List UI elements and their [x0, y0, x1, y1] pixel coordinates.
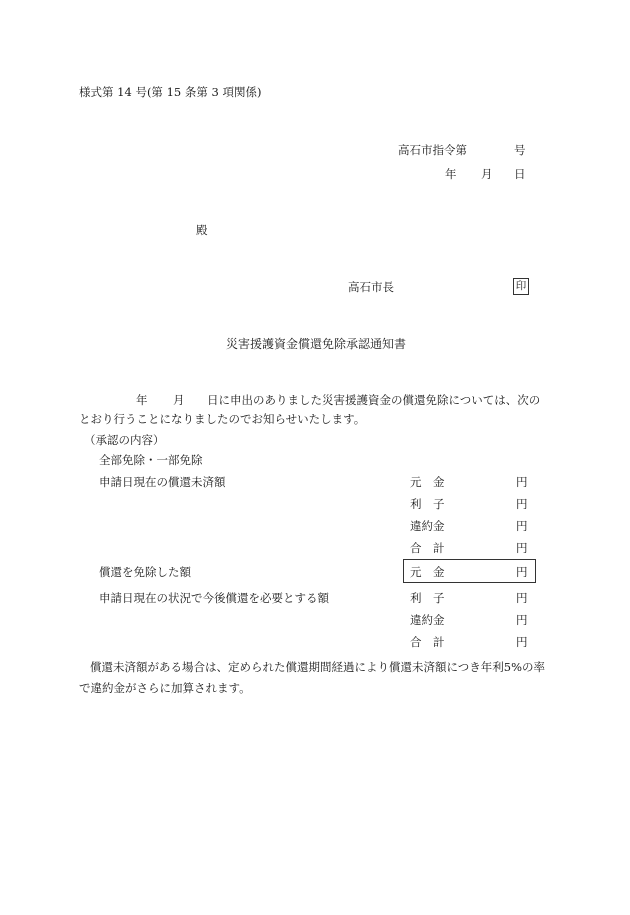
note-line1: 償還未済額がある場合は、定められた償還期間経過により償還未済額につき年利5%の率 — [90, 660, 546, 674]
body-text-line1: 日に申出のありました災害援護資金の償還免除については、次の — [207, 393, 541, 407]
date-year-label: 年 — [445, 167, 457, 181]
unpaid-principal-unit: 円 — [516, 475, 528, 489]
exempted-principal-label: 元 金 — [410, 565, 445, 579]
remaining-interest-unit: 円 — [516, 591, 528, 605]
remaining-penalty-unit: 円 — [516, 613, 528, 627]
details-heading: （承認の内容） — [84, 433, 165, 447]
exempted-amount-label: 償還を免除した額 — [99, 565, 191, 579]
seal-mark: 印 — [513, 278, 529, 295]
body-year-label: 年 — [136, 393, 148, 407]
date-day-label: 日 — [514, 167, 526, 181]
remaining-total-label: 合 計 — [410, 635, 445, 649]
order-number-prefix: 高石市指令第 — [398, 143, 467, 157]
remaining-total-unit: 円 — [516, 635, 528, 649]
date-month-label: 月 — [481, 167, 493, 181]
exemption-type: 全部免除・一部免除 — [99, 453, 203, 467]
remaining-amount-label: 申請日現在の状況で今後償還を必要とする額 — [99, 591, 329, 605]
unpaid-interest-unit: 円 — [516, 497, 528, 511]
remaining-penalty-label: 違約金 — [410, 613, 445, 627]
unpaid-principal-label: 元 金 — [410, 475, 445, 489]
order-number-suffix: 号 — [514, 143, 526, 157]
unpaid-interest-label: 利 子 — [410, 497, 445, 511]
unpaid-amount-label: 申請日現在の償還未済額 — [99, 475, 226, 489]
body-text-line2: とおり行うことになりましたのでお知らせいたします。 — [79, 412, 366, 426]
addressee-honorific: 殿 — [196, 223, 208, 237]
document-title: 災害援護資金償還免除承認通知書 — [226, 337, 407, 351]
sender-name: 高石市長 — [348, 280, 394, 294]
note-line2: で違約金がさらに加算されます。 — [79, 681, 251, 695]
exempted-principal-unit: 円 — [516, 565, 528, 579]
form-number-label: 様式第 14 号(第 15 条第 3 項関係) — [79, 85, 262, 99]
unpaid-total-label: 合 計 — [410, 541, 445, 555]
unpaid-penalty-label: 違約金 — [410, 519, 445, 533]
unpaid-total-unit: 円 — [516, 541, 528, 555]
remaining-interest-label: 利 子 — [410, 591, 445, 605]
body-month-label: 月 — [173, 393, 185, 407]
unpaid-penalty-unit: 円 — [516, 519, 528, 533]
